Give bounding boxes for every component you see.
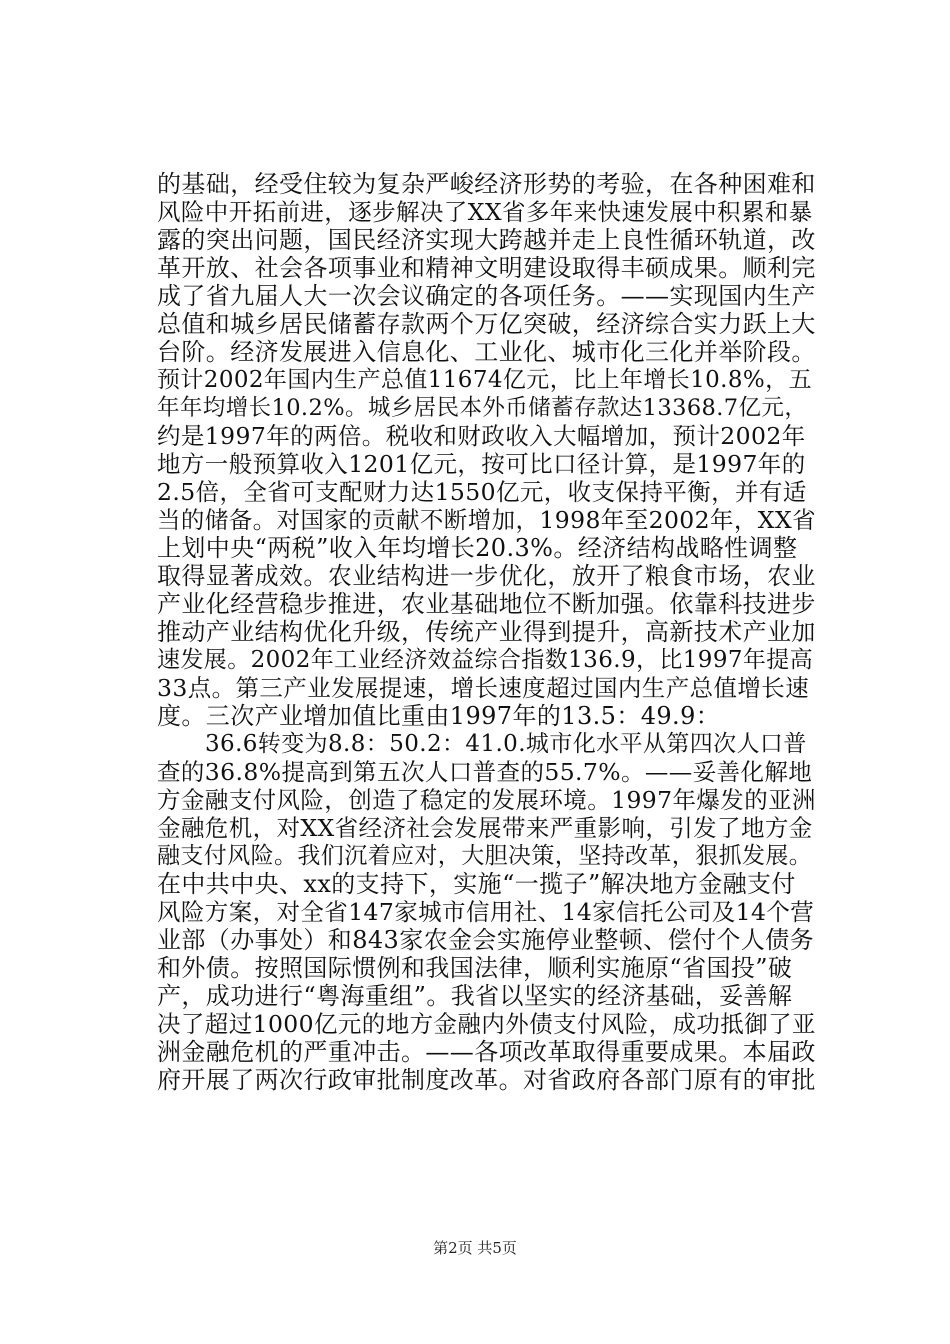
text-line: 融支付风险。我们沉着应对，大胆决策，坚持改革，狠抓发展。 [157, 843, 813, 869]
text-line: 在中共中央、xx的支持下，实施“一揽子”解决地方金融支付 [157, 870, 796, 898]
text-line: 金融危机，对XX省经济社会发展带来严重影响，引发了地方金 [157, 814, 813, 842]
text-line: 业部（办事处）和843家农金会实施停业整顿、偿付个人债务 [157, 926, 815, 954]
text-line: 上划中央“两税”收入年均增长20.3%。经济结构战略性调整 [157, 534, 798, 562]
page-number: 第2页 共5页 [433, 1239, 517, 1257]
text-line: 的基础，经受住较为复杂严峻经济形势的考验，在各种困难和 [157, 170, 816, 198]
text-line: 产，成功进行“粤海重组”。我省以坚实的经济基础，妥善解 [157, 982, 793, 1010]
text-line: 露的突出问题，国民经济实现大跨越并走上良性循环轨道，改 [157, 226, 816, 254]
text-line: 和外债。按照国际惯例和我国法律，顺利实施原“省国投”破 [157, 954, 793, 982]
text-line: 地方一般预算收入1201亿元，按可比口径计算，是1997年的 [157, 450, 806, 478]
text-line: 33点。第三产业发展提速，增长速度超过国内生产总值增长速 [157, 674, 810, 702]
text-line: 总值和城乡居民储蓄存款两个万亿突破，经济综合实力跃上大 [157, 310, 816, 338]
text-line: 台阶。经济发展进入信息化、工业化、城市化三化并举阶段。 [157, 338, 816, 366]
text-line: 查的36.8%提高到第五次人口普查的55.7%。——妥善化解地 [157, 758, 813, 786]
text-line: 府开展了两次行政审批制度改革。对省政府各部门原有的审批 [157, 1066, 816, 1094]
text-line: 36.6转变为8.8：50.2：41.0.城市化水平从第四次人口普 [205, 731, 807, 757]
page-footer [0, 1238, 950, 1258]
text-line: 方金融支付风险，创造了稳定的发展环境。1997年爆发的亚洲 [157, 786, 816, 814]
text-line: 预计2002年国内生产总值11674亿元，比上年增长10.8%，五 [157, 367, 812, 393]
text-line: 风险中开拓前进，逐步解决了XX省多年来快速发展中积累和暴 [157, 198, 813, 226]
text-line: 约是1997年的两倍。税收和财政收入大幅增加，预计2002年 [157, 422, 806, 450]
text-line: 度。三次产业增加值比重由1997年的13.5：49.9： [157, 702, 721, 730]
text-line: 推动产业结构优化升级，传统产业得到提升，高新技术产业加 [157, 618, 816, 646]
text-line: 取得显著成效。农业结构进一步优化，放开了粮食市场，农业 [157, 562, 816, 590]
text-line: 风险方案，对全省147家城市信用社、14家信托公司及14个营 [157, 898, 815, 926]
text-line: 2.5倍，全省可支配财力达1550亿元，收支保持平衡，并有适 [157, 478, 807, 506]
text-line: 洲金融危机的严重冲击。——各项改革取得重要成果。本届政 [157, 1038, 816, 1066]
text-line: 产业化经营稳步推进，农业基础地位不断加强。依靠科技进步 [157, 590, 816, 618]
text-line: 决了超过1000亿元的地方金融内外债支付风险，成功抵御了亚 [157, 1010, 816, 1038]
text-line: 成了省九届人大一次会议确定的各项任务。——实现国内生产 [157, 282, 816, 310]
text-line: 革开放、社会各项事业和精神文明建设取得丰硕成果。顺利完 [157, 254, 816, 282]
body-text [157, 170, 817, 1094]
text-line: 年年均增长10.2%。城乡居民本外币储蓄存款达13368.7亿元， [157, 395, 808, 421]
text-line: 速发展。2002年工业经济效益综合指数136.9，比1997年提高 [157, 647, 814, 673]
text-line: 当的储备。对国家的贡献不断增加，1998年至2002年，XX省 [157, 506, 816, 534]
